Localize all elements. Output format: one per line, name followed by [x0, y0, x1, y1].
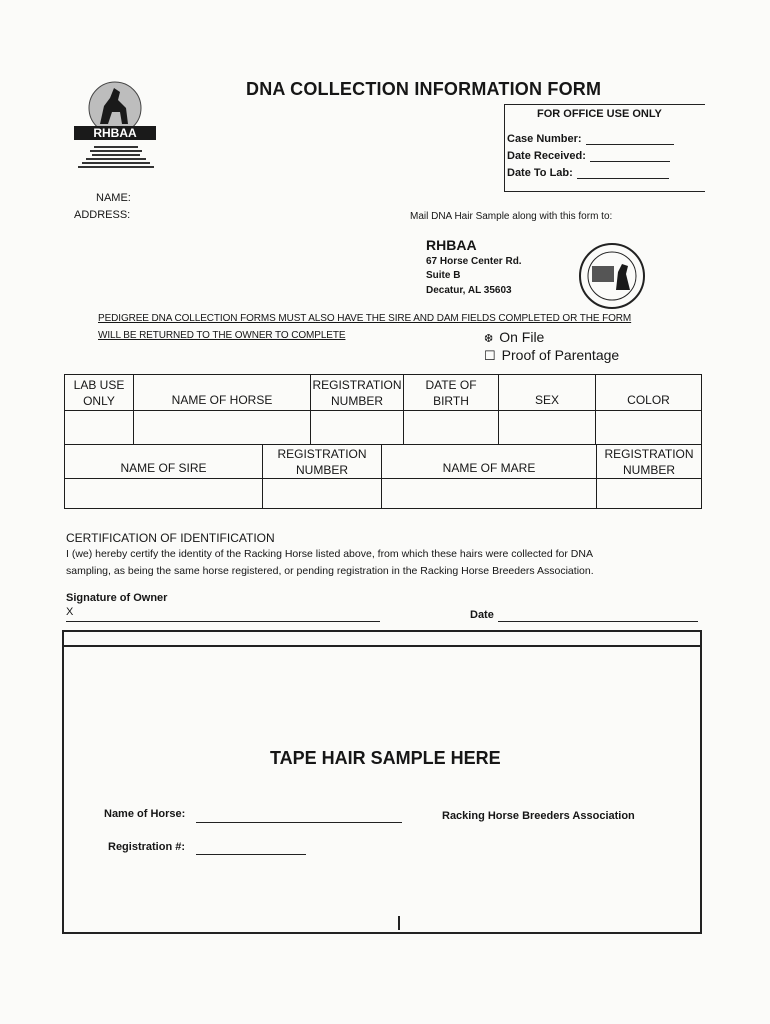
lab-use-header: LAB USE ONLY	[65, 375, 134, 411]
office-use-box	[504, 104, 705, 192]
mail-instruction: Mail DNA Hair Sample along with this form to:	[410, 211, 613, 222]
logo-contact-block	[76, 144, 156, 170]
hair-sample-box	[62, 630, 702, 934]
certification-text-line1: I (we) hereby certify the identity of the Racking Horse listed above, from which these hairs were collected for DNA	[66, 548, 593, 560]
horse-info-table	[64, 374, 702, 445]
mail-address-line1: 67 Horse Center Rd.	[426, 256, 522, 267]
hair-sample-box-divider	[62, 645, 702, 647]
mail-address-line2: Suite B	[426, 270, 461, 281]
owner-name-label: NAME:	[96, 192, 131, 204]
mail-address-line3: Decatur, AL 35603	[426, 285, 512, 296]
sample-box-mark	[398, 916, 400, 930]
sample-registration-label: Registration #:	[108, 841, 186, 853]
certification-heading: CERTIFICATION OF IDENTIFICATION	[66, 531, 275, 545]
signature-line[interactable]	[66, 621, 380, 622]
sample-name-of-horse-label: Name of Horse:	[104, 808, 186, 820]
tape-hair-sample-title: TAPE HAIR SAMPLE HERE	[270, 748, 501, 768]
certification-text-line2: sampling, as being the same horse registered, or pending registration in the Racking Horse Breeders Association.	[66, 565, 594, 577]
mare-registration-cell[interactable]	[597, 479, 702, 509]
sire-registration-header: REGISTRATION NUMBER	[263, 445, 382, 479]
registration-number-cell[interactable]	[311, 411, 404, 445]
logo-text: RHBAA	[93, 126, 137, 140]
parentage-table	[64, 444, 702, 509]
name-of-horse-cell[interactable]	[134, 411, 311, 445]
date-to-lab-label: Date To Lab:	[507, 167, 573, 179]
sex-cell[interactable]	[499, 411, 596, 445]
color-cell[interactable]	[596, 411, 702, 445]
proof-checkbox-icon[interactable]: ☐	[484, 348, 496, 363]
date-of-birth-header: DATE OF BIRTH	[404, 375, 499, 411]
sample-registration-line[interactable]	[196, 854, 306, 855]
on-file-label: On File	[499, 329, 545, 345]
case-number-row	[507, 133, 674, 145]
pedigree-warning-line2: WILL BE RETURNED TO THE OWNER TO COMPLETE	[98, 330, 346, 341]
date-to-lab-field[interactable]	[577, 168, 669, 179]
sample-org-name: Racking Horse Breeders Association	[442, 810, 635, 822]
name-of-sire-header: NAME OF SIRE	[65, 445, 263, 479]
sample-name-of-horse-line[interactable]	[196, 822, 402, 823]
lab-use-cell	[65, 411, 134, 445]
sex-header: SEX	[499, 375, 596, 411]
name-of-horse-header: NAME OF HORSE	[134, 375, 311, 411]
case-number-label: Case Number:	[507, 133, 582, 145]
association-seal-icon	[578, 242, 646, 310]
registration-number-header: REGISTRATION NUMBER	[311, 375, 404, 411]
mail-org: RHBAA	[426, 237, 477, 253]
on-file-option[interactable]	[484, 329, 544, 345]
color-header: COLOR	[596, 375, 702, 411]
name-of-mare-header: NAME OF MARE	[382, 445, 597, 479]
on-file-checkbox-icon[interactable]: ❆	[484, 333, 494, 345]
date-to-lab-row	[507, 167, 669, 179]
form-title: DNA COLLECTION INFORMATION FORM	[246, 79, 602, 99]
date-of-birth-cell[interactable]	[404, 411, 499, 445]
date-line[interactable]	[498, 621, 698, 622]
signature-x: X	[66, 606, 74, 618]
sire-registration-cell[interactable]	[263, 479, 382, 509]
name-of-sire-cell[interactable]	[65, 479, 263, 509]
date-label: Date	[470, 609, 494, 621]
owner-address-label: ADDRESS:	[74, 209, 131, 221]
proof-label: Proof of Parentage	[501, 347, 620, 363]
signature-label: Signature of Owner	[66, 592, 168, 604]
pedigree-warning-line1: PEDIGREE DNA COLLECTION FORMS MUST ALSO HAVE THE SIRE AND DAM FIELDS COMPLETED OR THE FORM	[98, 313, 632, 324]
date-received-field[interactable]	[590, 151, 670, 162]
proof-of-parentage-option[interactable]	[484, 347, 619, 364]
case-number-field[interactable]	[586, 134, 674, 145]
date-received-label: Date Received:	[507, 150, 586, 162]
office-use-header: FOR OFFICE USE ONLY	[537, 108, 662, 120]
date-received-row	[507, 150, 670, 162]
mare-registration-header: REGISTRATION NUMBER	[597, 445, 702, 479]
name-of-mare-cell[interactable]	[382, 479, 597, 509]
